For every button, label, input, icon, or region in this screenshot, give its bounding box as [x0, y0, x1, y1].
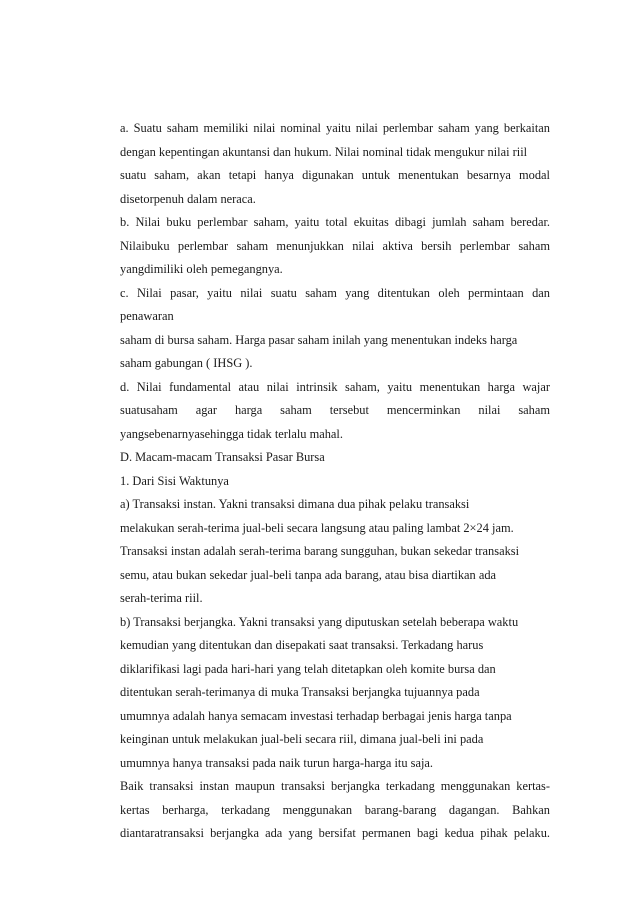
text-line: b. Nilai buku perlembar saham, yaitu total ekuitas dibagi jumlah saham beredar. [120, 215, 550, 229]
text-line: suatu saham, akan tetapi hanya digunakan untuk menentukan besarnya modal [120, 168, 550, 182]
text-line: saham di bursa saham. Harga pasar saham inilah yang menentukan indeks harga [120, 332, 518, 347]
text-line: Nilaibuku perlembar saham menunjukkan nilai aktiva bersih perlembar saham [120, 238, 550, 253]
text-line: umumnya adalah hanya semacam investasi terhadap berbagai jenis harga tanpa [120, 708, 512, 723]
text-line: semu, atau bukan sekedar jual-beli tanpa ada barang, atau bisa diartikan ada [120, 567, 497, 582]
text-line: diklarifikasi lagi pada hari-hari yang telah ditetapkan oleh komite bursa dan [120, 661, 496, 676]
text-line: kemudian yang ditentukan dan disepakati saat transaksi. Terkadang harus [120, 638, 484, 652]
text-line: suatusaham agar harga saham tersebut mencerminkan nilai saham [120, 403, 550, 417]
text-line: a) Transaksi instan. Yakni transaksi dimana dua pihak pelaku transaksi [120, 497, 470, 511]
text-line: c. Nilai pasar, yaitu nilai suatu saham yang ditentukan oleh permintaan dan [120, 285, 550, 300]
text-line: diantaratransaksi berjangka ada yang bersifat permanen bagi kedua pihak pelaku. [120, 826, 550, 840]
text-line: a. Suatu saham memiliki nilai nominal yaitu nilai perlembar saham yang berkaitan [120, 121, 550, 135]
text-line: umumnya hanya transaksi pada naik turun harga-harga itu saja. [120, 755, 433, 770]
text-line: penawaran [120, 309, 174, 323]
text-line: Transaksi instan adalah serah-terima barang sungguhan, bukan sekedar transaksi [120, 544, 520, 558]
text-line: saham gabungan ( IHSG ). [120, 356, 253, 370]
text-line: yangdimiliki oleh pemegangnya. [120, 262, 283, 276]
text-line: yangsebenarnyasehingga tidak terlalu mahal. [120, 426, 343, 441]
text-line: melakukan serah-terima jual-beli secara langsung atau paling lambat 2×24 jam. [120, 520, 514, 535]
text-line: serah-terima riil. [120, 591, 203, 605]
document-body [120, 117, 550, 846]
text-line: Baik transaksi instan maupun transaksi berjangka terkadang menggunakan kertas- [120, 779, 550, 793]
text-line: d. Nilai fundamental atau nilai intrinsik saham, yaitu menentukan harga wajar [120, 379, 550, 394]
text-line: kertas berharga, terkadang menggunakan barang-barang dagangan. Bahkan [120, 802, 550, 817]
text-line: 1. Dari Sisi Waktunya [120, 473, 229, 488]
text-line: D. Macam-macam Transaksi Pasar Bursa [120, 450, 325, 464]
text-line: b) Transaksi berjangka. Yakni transaksi yang diputuskan setelah beberapa waktu [120, 614, 519, 629]
text-line: keinginan untuk melakukan jual-beli secara riil, dimana jual-beli ini pada [120, 732, 484, 746]
text-line: disetorpenuh dalam neraca. [120, 191, 256, 206]
text-line: dengan kepentingan akuntansi dan hukum. Nilai nominal tidak mengukur nilai riil [120, 144, 528, 159]
text-line: ditentukan serah-terimanya di muka Transaksi berjangka tujuannya pada [120, 685, 480, 699]
